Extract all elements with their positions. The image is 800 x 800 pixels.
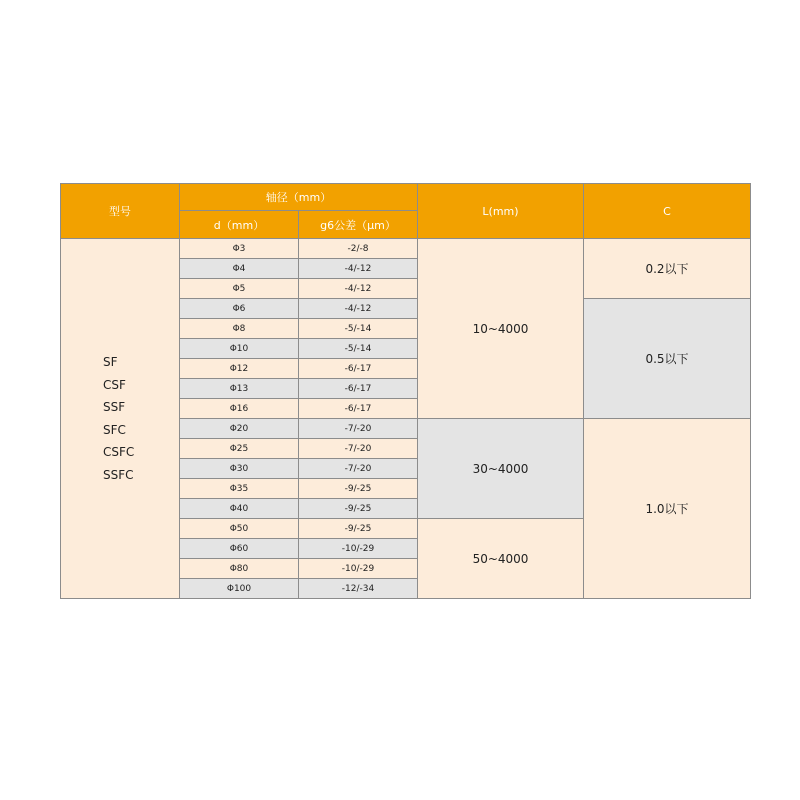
tolerance-cell: -7/-20 <box>299 439 418 459</box>
tolerance-cell: -10/-29 <box>299 539 418 559</box>
diameter-cell: Φ25 <box>180 439 299 459</box>
diameter-cell: Φ50 <box>180 519 299 539</box>
tolerance-cell: -10/-29 <box>299 559 418 579</box>
tolerance-cell: -9/-25 <box>299 499 418 519</box>
diameter-cell: Φ10 <box>180 339 299 359</box>
tolerance-cell: -4/-12 <box>299 259 418 279</box>
model-name: SFC <box>103 422 126 437</box>
header-length: L(mm) <box>418 184 584 239</box>
tolerance-cell: -6/-17 <box>299 399 418 419</box>
diameter-cell: Φ13 <box>180 379 299 399</box>
header-model: 型号 <box>61 184 180 239</box>
c-value-cell: 0.2以下 <box>584 239 751 299</box>
tolerance-cell: -7/-20 <box>299 459 418 479</box>
header-c: C <box>584 184 751 239</box>
model-cell <box>61 239 180 599</box>
model-name: SF <box>103 355 118 369</box>
model-name: SSFC <box>103 467 134 482</box>
tolerance-cell: -4/-12 <box>299 299 418 319</box>
length-range-cell: 10~4000 <box>418 239 584 419</box>
header-tolerance: g6公差（μm） <box>299 211 418 239</box>
diameter-cell: Φ16 <box>180 399 299 419</box>
spec-table <box>60 183 751 599</box>
tolerance-cell: -12/-34 <box>299 579 418 599</box>
diameter-cell: Φ8 <box>180 319 299 339</box>
diameter-cell: Φ12 <box>180 359 299 379</box>
header-d: d（mm） <box>180 211 299 239</box>
model-name: CSFC <box>103 445 135 459</box>
tolerance-cell: -2/-8 <box>299 239 418 259</box>
table-row <box>61 239 751 259</box>
tolerance-cell: -5/-14 <box>299 339 418 359</box>
diameter-cell: Φ40 <box>180 499 299 519</box>
diameter-cell: Φ60 <box>180 539 299 559</box>
length-range-cell: 50~4000 <box>418 519 584 599</box>
tolerance-cell: -6/-17 <box>299 359 418 379</box>
tolerance-cell: -9/-25 <box>299 519 418 539</box>
tolerance-cell: -4/-12 <box>299 279 418 299</box>
tolerance-cell: -9/-25 <box>299 479 418 499</box>
diameter-cell: Φ5 <box>180 279 299 299</box>
diameter-cell: Φ6 <box>180 299 299 319</box>
diameter-cell: Φ100 <box>180 579 299 599</box>
c-value-cell: 1.0以下 <box>584 419 751 599</box>
diameter-cell: Φ4 <box>180 259 299 279</box>
model-name: CSF <box>103 377 126 392</box>
length-range-cell: 30~4000 <box>418 419 584 519</box>
tolerance-cell: -5/-14 <box>299 319 418 339</box>
tolerance-cell: -6/-17 <box>299 379 418 399</box>
tolerance-cell: -7/-20 <box>299 419 418 439</box>
c-value-cell: 0.5以下 <box>584 299 751 419</box>
diameter-cell: Φ80 <box>180 559 299 579</box>
model-list <box>61 351 134 486</box>
diameter-cell: Φ35 <box>180 479 299 499</box>
diameter-cell: Φ30 <box>180 459 299 479</box>
diameter-cell: Φ3 <box>180 239 299 259</box>
model-name: SSF <box>103 400 126 414</box>
header-shaft-diameter: 轴径（mm） <box>180 184 418 211</box>
diameter-cell: Φ20 <box>180 419 299 439</box>
